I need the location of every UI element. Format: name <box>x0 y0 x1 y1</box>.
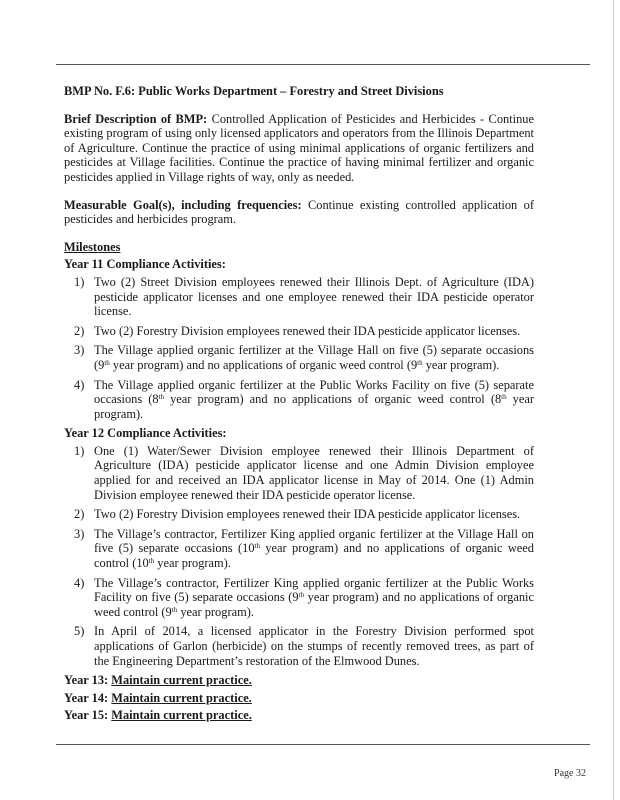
year14-plan: Year 14: Maintain current practice. <box>64 690 252 705</box>
bmp-heading <box>64 84 534 99</box>
year15-plan: Year 15: Maintain current practice. <box>64 708 252 723</box>
list-item: 4) The Village applied organic fertilizer at the Public Works Facility on five (5) separate occasions (8th year program) and no applications of organic weed control (8th year program). <box>74 377 535 421</box>
year11-list <box>64 275 534 421</box>
bmp-number: BMP No. F.6: <box>64 84 136 98</box>
footer-rule <box>56 744 590 745</box>
list-item: 2) Two (2) Forestry Division employees renewed their IDA pesticide applicator licenses. <box>74 507 521 522</box>
description-text: Controlled Application of Pesticides and Herbicides - Continue existing program of using only licensed applicators and operators from the Illinois Department of Agriculture. Continue the practice of using minimal applications of organic fertilizers and pesticides at Village facilities. Continue the practice of having minimal fertilizer and organic pesticides applied in Village rights of way, only as needed. <box>64 111 534 184</box>
list-item: 3) The Village’s contractor, Fertilizer King applied organic fertilizer at the Village Hall on five (5) separate occasions (10th year program) and no applications of organic weed control (10th year program). <box>74 526 534 571</box>
goal-label: Measurable Goal(s), including frequencies: <box>64 197 302 212</box>
list-item: 1) Two (2) Street Division employees renewed their Illinois Dept. of Agriculture (IDA) pesticide applicator licenses and one employee renewed their IDA pesticide operator license. <box>74 274 534 319</box>
description-label: Brief Description of BMP: <box>64 111 208 126</box>
year11-title: Year 11 Compliance Activities: <box>64 257 226 272</box>
goal-text: Continue existing controlled application of pesticides and herbicides program. <box>64 197 534 227</box>
brief-description <box>64 112 534 185</box>
list-item: 5) In April of 2014, a licensed applicator in the Forestry Division performed spot applications of Garlon (herbicide) on the stumps of recently removed trees, as part of the Engineering Department’s restoration of the Elmwood Dunes. <box>74 624 534 668</box>
bmp-title: Public Works Department – Forestry and Street Divisions <box>138 84 444 98</box>
page-edge <box>613 0 614 800</box>
list-item: 1) One (1) Water/Sewer Division employee renewed their Illinois Department of Agriculture (IDA) pesticide applicator license and one Admin Division employee applied for and received an IDA applicator license in May of 2014. One (1) Admin Division employee renewed their IDA pesticide operator license. <box>74 443 534 502</box>
measurable-goal <box>64 198 534 227</box>
page-number: Page 32 <box>554 768 586 779</box>
year12-list <box>64 444 534 668</box>
list-item: 4) The Village’s contractor, Fertilizer King applied organic fertilizer at the Public Works Facility on five (5) separate occasions (9th year program) and no applications of organic weed control (9th year program). <box>74 575 534 619</box>
list-item: 2) Two (2) Forestry Division employees renewed their IDA pesticide applicator licenses. <box>74 323 521 338</box>
list-item: 3) The Village applied organic fertilizer at the Village Hall on five (5) separate occasions (9th year program) and no applications of organic weed control (9th year program). <box>74 343 534 372</box>
year12-title: Year 12 Compliance Activities: <box>64 426 227 441</box>
document-body <box>64 84 534 726</box>
year13-plan: Year 13: Maintain current practice. <box>64 673 252 688</box>
header-rule <box>56 64 590 65</box>
milestones-title: Milestones <box>64 239 121 254</box>
